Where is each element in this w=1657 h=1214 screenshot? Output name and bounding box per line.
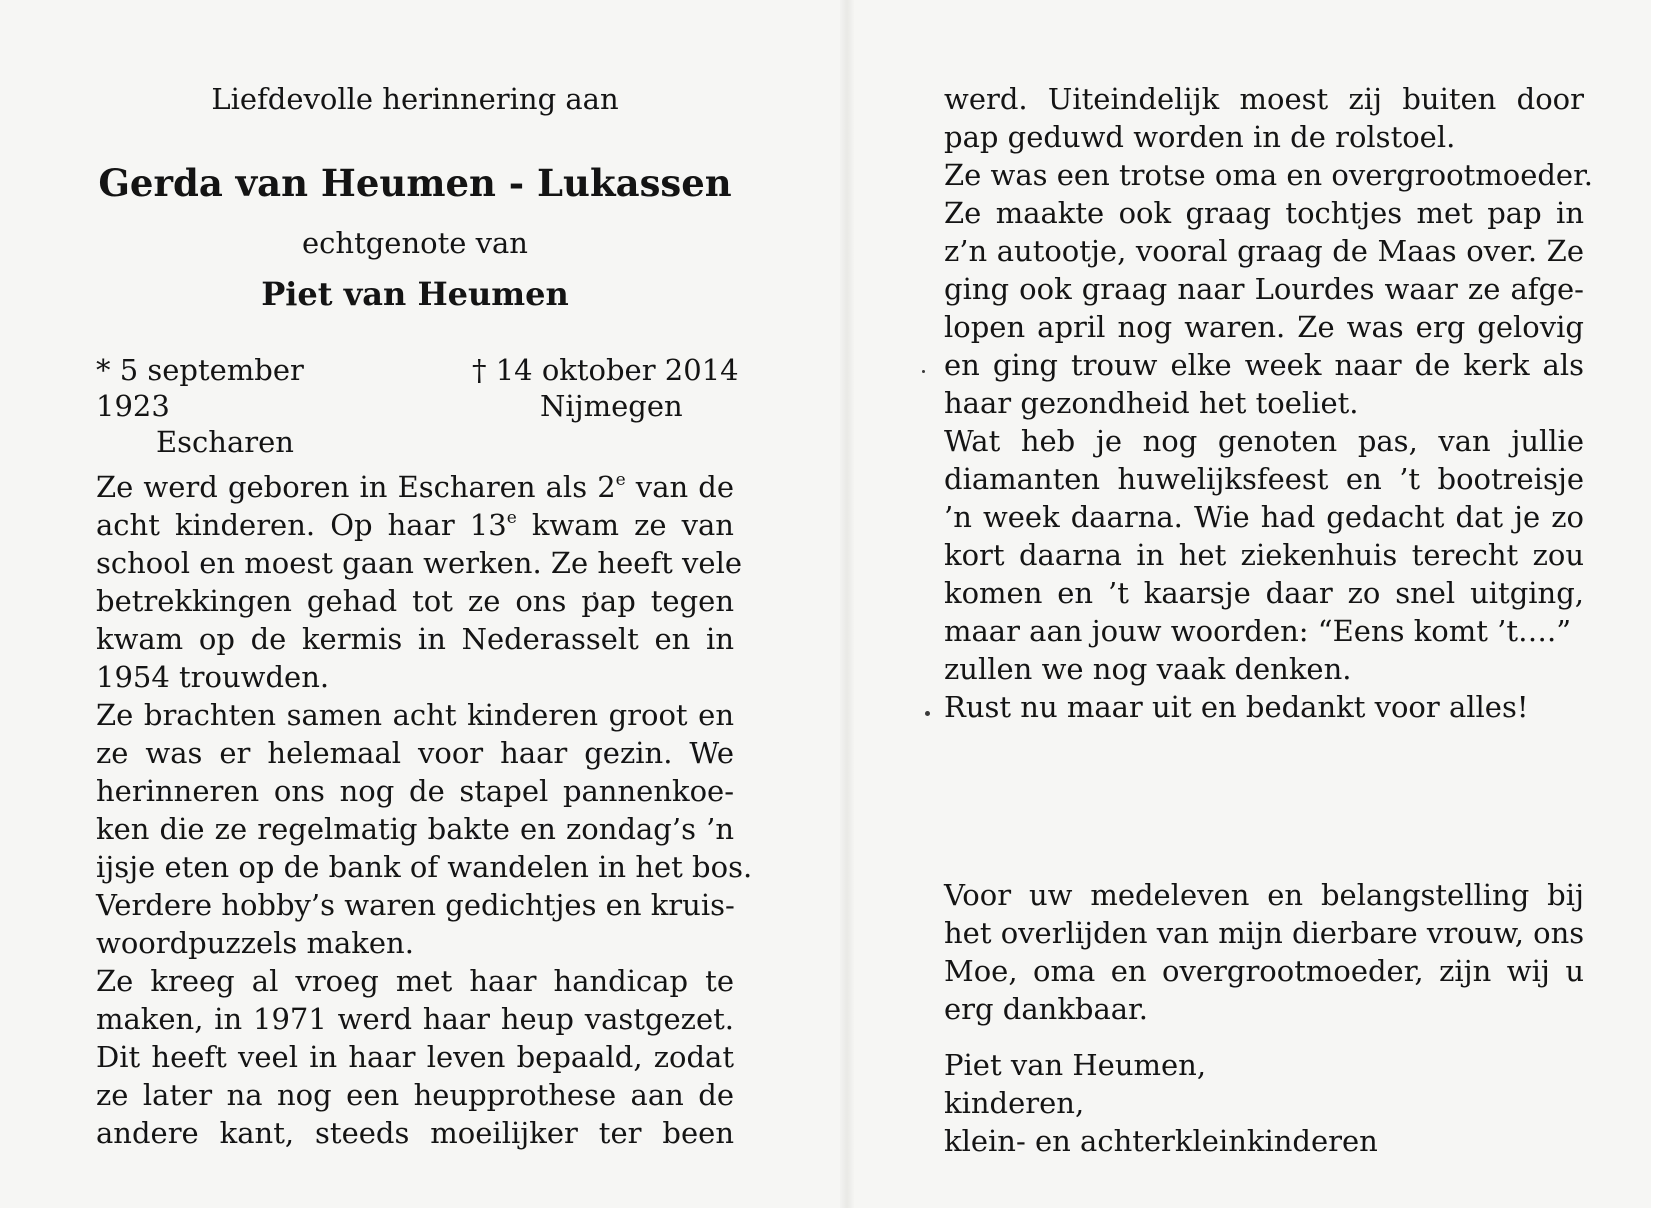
life-story-line: kort daarna in het ziekenhuis terecht zou <box>944 538 1584 572</box>
intro-line: Liefdevolle herinnering aan <box>211 82 619 116</box>
scan-edge-right <box>1651 0 1657 1214</box>
life-story-line: en ging trouw elke week naar de kerk als <box>944 348 1584 382</box>
life-story-line: Verdere hobby’s waren gedichtjes en kruis- <box>96 888 735 922</box>
birth-date: 5 september 1923 <box>96 353 304 423</box>
life-story-line: haar gezondheid het toeliet. <box>944 386 1359 420</box>
thank-you-line: Voor uw medeleven en belangstelling bij <box>944 878 1584 912</box>
thank-you-line: het overlijden van mijn dierbare vrouw, ons <box>944 916 1585 950</box>
life-story-line: kwam op de kermis in Nederasselt en in <box>96 622 734 656</box>
birth-info <box>96 352 366 460</box>
life-story-line: ’n week daarna. Wie had gedacht dat je zo <box>944 500 1584 534</box>
relation-line: echtgenote van <box>302 226 528 260</box>
life-story-line: Ze maakte ook graag tochtjes met pap in <box>944 196 1584 230</box>
life-story-line: andere kant, steeds moeilijker ter been <box>96 1116 734 1150</box>
thank-you-line: Moe, oma en overgrootmoeder, zijn wij u <box>944 954 1584 988</box>
life-story-line: 1954 trouwden. <box>96 660 330 694</box>
life-story-line: woordpuzzels maken. <box>96 926 414 960</box>
family-signature <box>944 1046 1584 1160</box>
thank-you-line: erg dankbaar. <box>944 992 1148 1026</box>
ordinal-suffix: e <box>615 470 626 490</box>
life-story-line: maar aan jouw woorden: “Eens komt ’t….” <box>944 614 1572 648</box>
scan-edge-bottom <box>0 1208 1657 1214</box>
life-story-line: ging ook graag naar Lourdes waar ze afge- <box>944 272 1584 306</box>
life-story-line: pap geduwd worden in de rolstoel. <box>944 120 1456 154</box>
signature-line: kinderen, <box>944 1086 1085 1120</box>
life-story-line: Ze werd geboren in Escharen als 2e van de <box>96 470 734 504</box>
spouse-name: Piet van Heumen <box>261 275 569 313</box>
life-story-line: werd. Uiteindelijk moest zij buiten door <box>944 82 1584 116</box>
life-story-line: Wat heb je nog genoten pas, van jullie <box>944 424 1584 458</box>
thank-you-text <box>944 876 1584 1028</box>
life-story-line: ze was er helemaal voor haar gezin. We <box>96 736 734 770</box>
death-marker: † <box>472 353 496 387</box>
print-speck <box>925 711 930 716</box>
life-story-line: maken, in 1971 werd haar heup vastgezet. <box>96 1002 734 1036</box>
death-info <box>472 352 742 424</box>
life-story-line: komen en ’t kaarsje daar zo snel uitging, <box>944 576 1584 610</box>
signature-line: klein- en achterkleinkinderen <box>944 1124 1378 1158</box>
birth-marker: * <box>96 353 120 387</box>
death-place: Nijmegen <box>540 389 683 423</box>
ordinal-suffix: e <box>506 508 517 528</box>
deceased-name: Gerda van Heumen - Lukassen <box>98 161 732 205</box>
signature-line: Piet van Heumen, <box>944 1048 1207 1082</box>
life-story-text <box>96 468 753 1152</box>
life-story-line: Ze was een trotse oma en overgrootmoeder. <box>944 158 1593 192</box>
card-fold <box>840 0 854 1214</box>
life-story-line: betrekkingen gehad tot ze ons pap tegen <box>96 584 734 618</box>
life-story-line: acht kinderen. Op haar 13e kwam ze van <box>96 508 734 542</box>
life-story-line: ze later na nog een heupprothese aan de <box>96 1078 734 1112</box>
life-story-line: ken die ze regelmatig bakte en zondag’s ’n <box>96 812 734 846</box>
death-date: 14 oktober 2014 <box>495 353 739 387</box>
life-story-line: Ze brachten samen acht kinderen groot en <box>96 698 734 732</box>
life-story-line: Ze kreeg al vroeg met haar handicap te <box>96 964 734 998</box>
print-speck <box>922 370 925 373</box>
life-story-line: Rust nu maar uit en bedankt voor alles! <box>944 690 1529 724</box>
life-story-line: diamanten huwelijksfeest en ’t bootreisje <box>944 462 1584 496</box>
life-story-line: lopen april nog waren. Ze was erg gelovig <box>944 310 1584 344</box>
life-story-line: zullen we nog vaak denken. <box>944 652 1352 686</box>
birth-place: Escharen <box>156 425 294 459</box>
life-story-line: z’n autootje, vooral graag de Maas over. Ze <box>944 234 1584 268</box>
life-story-line: Dit heeft veel in haar leven bepaald, zodat <box>96 1040 734 1074</box>
life-story-line: school en moest gaan werken. Ze heeft vele <box>96 546 743 580</box>
life-story-continued <box>944 80 1593 726</box>
life-story-line: ijsje eten op de bank of wandelen in het bos. <box>96 850 753 884</box>
life-story-line: herinneren ons nog de stapel pannenkoe- <box>96 774 734 808</box>
